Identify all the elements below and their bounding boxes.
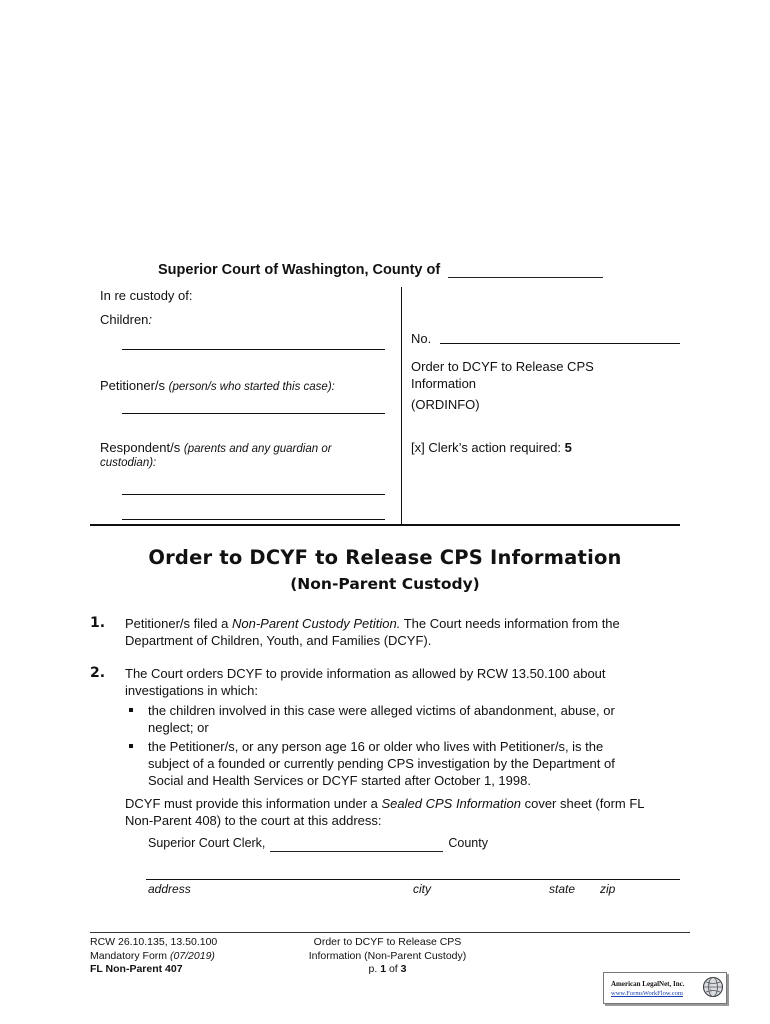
s2-part-b: investigations in which: bbox=[125, 683, 258, 698]
bullet-2-line-1: the Petitioner/s, or any person age 16 or older who lives with Petitioner/s, is the bbox=[148, 739, 604, 754]
bullet-2-line-3: Social and Health Services or DCYF started after October 1, 1998. bbox=[148, 773, 531, 788]
s1-part-a: Petitioner/s filed a bbox=[125, 616, 229, 631]
dcyf-instructions bbox=[125, 795, 665, 829]
bullet-square-icon bbox=[129, 744, 133, 748]
publisher-url[interactable]: www.FormsWorkFlow.com bbox=[611, 990, 683, 997]
footer-form-id: FL Non-Parent 407 bbox=[90, 963, 183, 975]
clerk-county-line bbox=[148, 835, 488, 852]
case-number-field[interactable] bbox=[440, 343, 680, 344]
footer-form-date: (07/2019) bbox=[169, 949, 215, 962]
zip-caption: zip bbox=[600, 882, 616, 896]
s1-part-d: Department of Children, Youth, and Families (DCYF). bbox=[125, 633, 432, 648]
doc-title-line-1: Order to DCYF to Release CPS bbox=[411, 359, 594, 374]
s1-part-c: The Court needs information from the bbox=[400, 616, 620, 631]
respondents-label-text: Respondent/s bbox=[100, 440, 181, 455]
bullet-1-line-2: neglect; or bbox=[148, 720, 209, 735]
children-label-text: Children bbox=[100, 312, 149, 327]
case-number-label: No. bbox=[411, 331, 432, 346]
respondents-blank-line-1[interactable] bbox=[122, 494, 385, 495]
children-label bbox=[100, 311, 152, 328]
s1-petition-name: Non-Parent Custody Petition. bbox=[231, 616, 401, 631]
footer-title-1: Order to DCYF to Release CPS bbox=[313, 936, 462, 948]
dcyf-part-c: cover sheet (form FL bbox=[520, 796, 645, 811]
respondents-note-2: custodian): bbox=[100, 457, 157, 469]
s2-part-a: The Court orders DCYF to provide information as allowed by RCW 13.50.100 about bbox=[125, 666, 606, 681]
section-1-number: 1. bbox=[90, 615, 106, 631]
globe-icon bbox=[702, 976, 724, 998]
footer-rule bbox=[90, 932, 690, 933]
city-caption: city bbox=[413, 882, 431, 896]
caption-divider bbox=[401, 287, 402, 525]
publisher-logo[interactable] bbox=[603, 972, 727, 1004]
page-current: 1 bbox=[380, 963, 387, 975]
page-label: p. bbox=[368, 963, 378, 975]
caption-bottom-rule bbox=[90, 524, 680, 526]
dcyf-part-d: Non-Parent 408) to the court at this address: bbox=[125, 813, 382, 828]
children-blank-line[interactable] bbox=[122, 349, 385, 350]
doc-code: (ORDINFO) bbox=[411, 397, 480, 412]
court-title bbox=[158, 262, 603, 278]
bullet-item-1 bbox=[129, 702, 659, 736]
section-2-text bbox=[125, 665, 665, 699]
page-of: of bbox=[388, 963, 398, 975]
petitioners-label-text: Petitioner/s bbox=[100, 378, 166, 393]
section-1-text bbox=[125, 615, 665, 649]
footer-rcw: RCW 26.10.135, 13.50.100 bbox=[90, 936, 218, 948]
children-colon: : bbox=[148, 312, 153, 327]
document-title: Order to DCYF to Release CPS Information bbox=[148, 546, 622, 569]
state-caption: state bbox=[549, 882, 576, 896]
county-blank[interactable] bbox=[448, 263, 603, 278]
footer-mandatory-label: Mandatory Form bbox=[90, 949, 168, 962]
bullet-2-line-2: subject of a founded or currently pending CPS investigation by the Department of bbox=[148, 756, 615, 771]
clerk-label: Superior Court Clerk, bbox=[148, 836, 266, 850]
bullet-square-icon bbox=[129, 708, 133, 712]
section-2-number: 2. bbox=[90, 665, 106, 681]
clerk-action-text: [x] Clerk’s action required: bbox=[411, 440, 562, 455]
document-subtitle: (Non-Parent Custody) bbox=[290, 575, 480, 593]
page-indicator bbox=[280, 963, 495, 977]
doc-title-line-2: Information bbox=[411, 376, 477, 391]
address-caption: address bbox=[148, 882, 191, 896]
bullet-1-line-1: the children involved in this case were alleged victims of abandonment, abuse, or bbox=[148, 703, 615, 718]
respondents-note-1: (parents and any guardian or bbox=[183, 443, 332, 455]
clerk-county-field[interactable] bbox=[270, 839, 443, 852]
petitioners-note: (person/s who started this case): bbox=[168, 381, 335, 393]
publisher-name: American LegalNet, Inc. bbox=[611, 980, 685, 988]
footer-title-2: Information (Non-Parent Custody) bbox=[308, 949, 467, 962]
page-total: 3 bbox=[400, 963, 407, 975]
petitioners-label bbox=[100, 377, 335, 396]
dcyf-cover-sheet-name: Sealed CPS Information bbox=[381, 796, 521, 811]
clerk-action bbox=[411, 439, 572, 456]
respondents-blank-line-2[interactable] bbox=[122, 519, 385, 520]
petitioners-blank-line[interactable] bbox=[122, 413, 385, 414]
footer-mandatory bbox=[90, 950, 217, 964]
county-label: County bbox=[448, 836, 488, 850]
dcyf-part-a: DCYF must provide this information under a bbox=[125, 796, 378, 811]
clerk-action-number: 5 bbox=[564, 440, 572, 455]
address-field[interactable] bbox=[146, 879, 680, 880]
footer-center bbox=[280, 936, 495, 977]
in-re-label: In re custody of: bbox=[100, 288, 193, 303]
footer-left bbox=[90, 936, 217, 977]
bullet-item-2 bbox=[129, 738, 659, 789]
court-title-text: Superior Court of Washington, County of bbox=[158, 262, 441, 278]
respondents-label bbox=[100, 439, 332, 458]
